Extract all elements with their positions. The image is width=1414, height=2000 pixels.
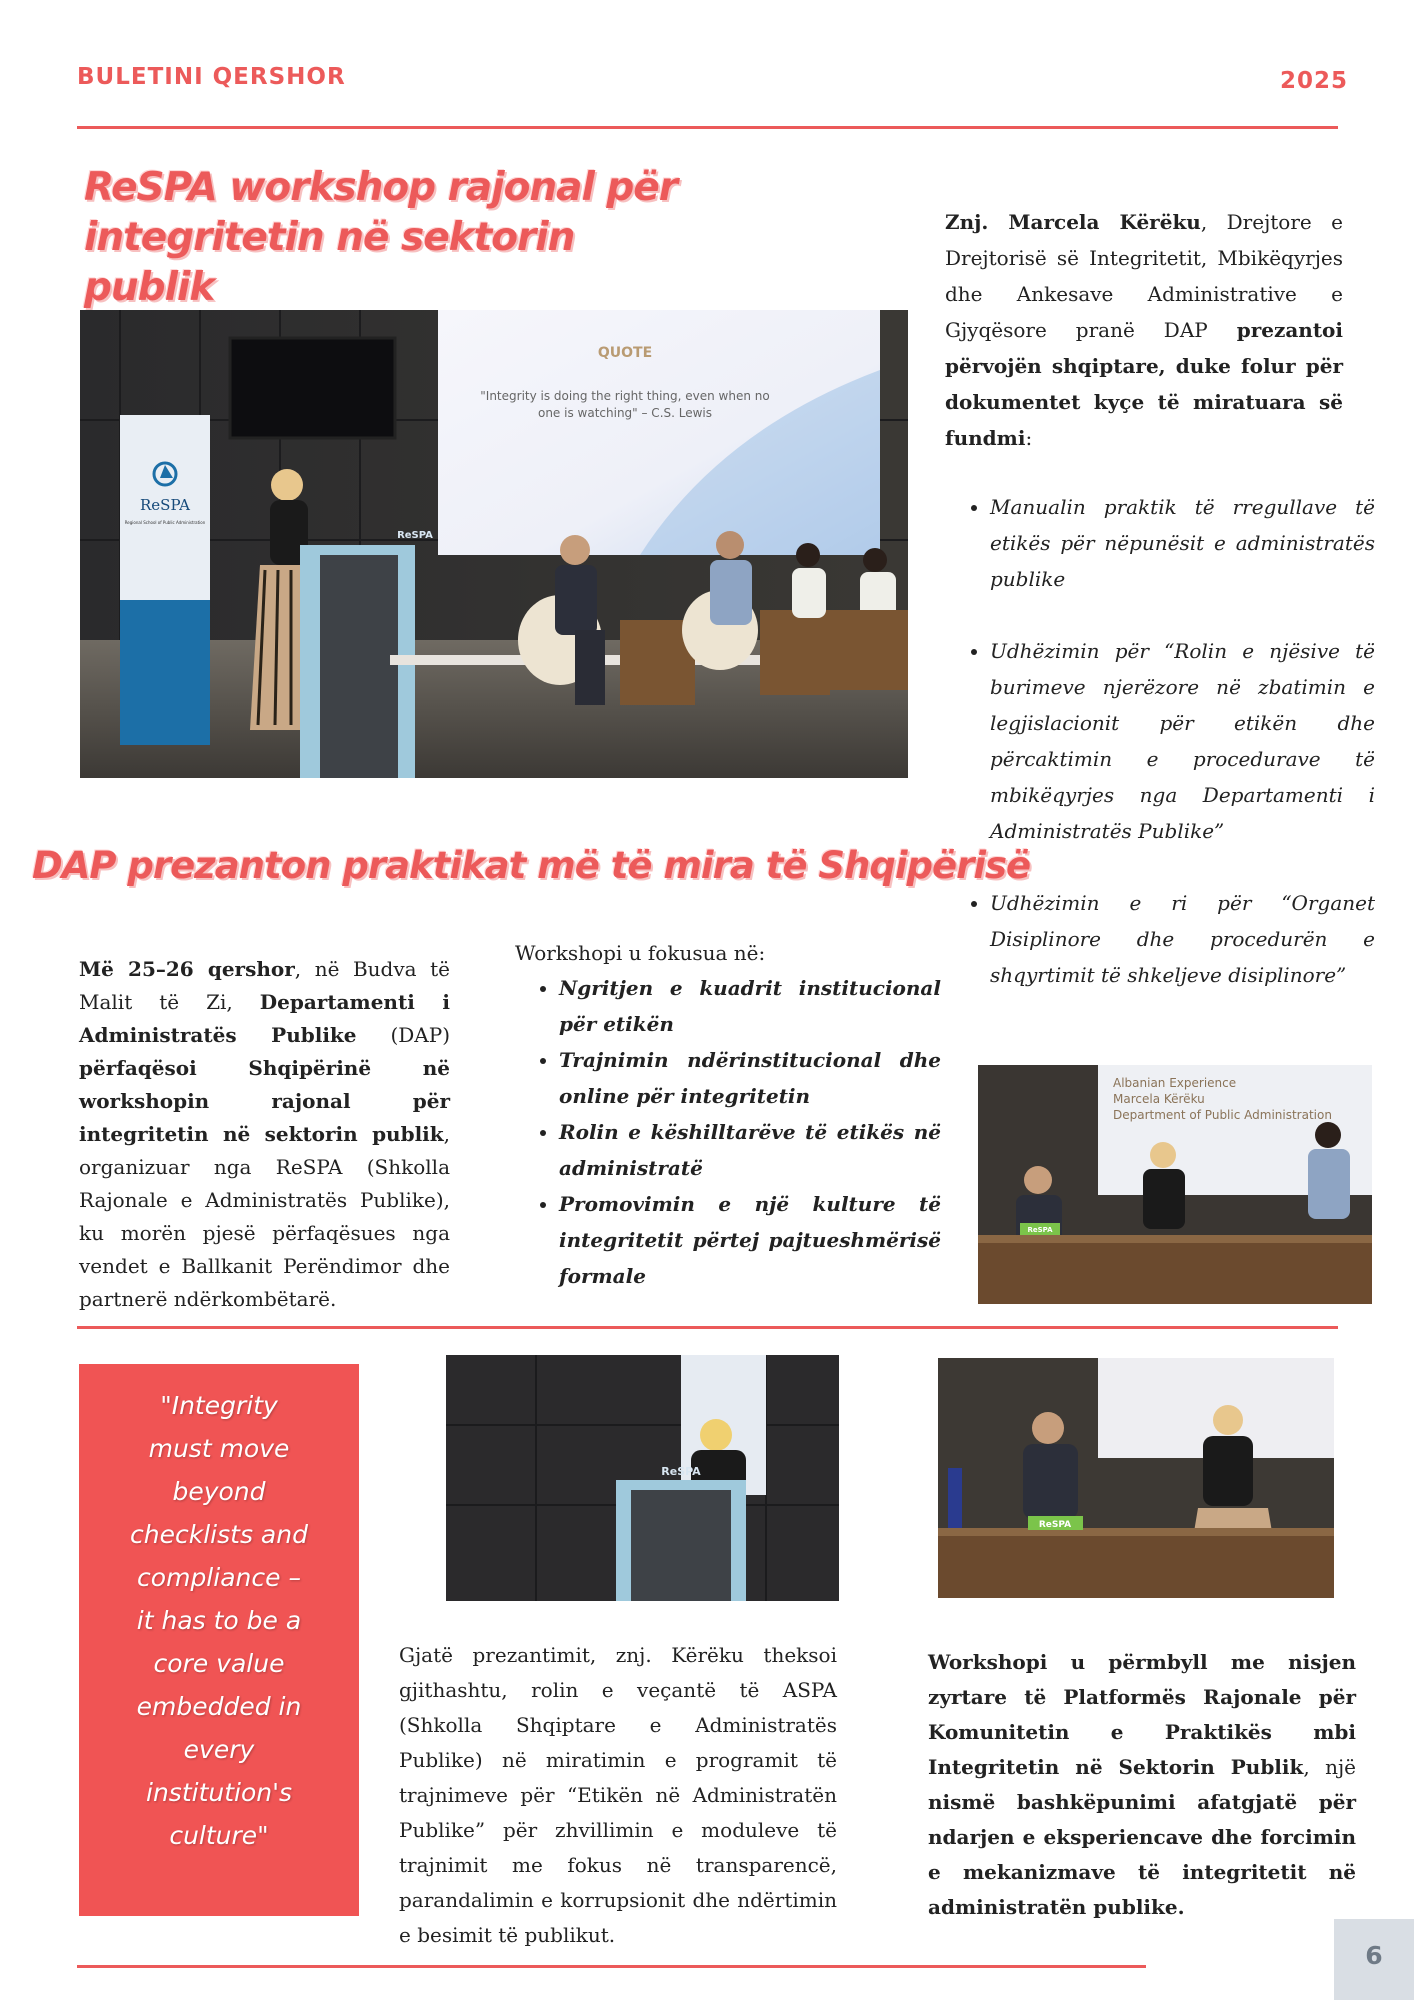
- table-logo: ReSPA: [1027, 1226, 1053, 1234]
- header-title: BULETINI QERSHOR: [77, 64, 346, 90]
- page-number-box: [1334, 1919, 1414, 2000]
- panel-photo: [938, 1358, 1334, 1598]
- panel-photo-illustration: [978, 1065, 1372, 1304]
- banner-subtitle: Regional School of Public Administration: [124, 520, 206, 525]
- page-number: 6: [1365, 1941, 1383, 1970]
- slide-heading: QUOTE: [597, 345, 653, 361]
- main-photo: [80, 310, 908, 778]
- footer-rule: [77, 1965, 1146, 1968]
- text-part: , në Budva të Malit të Zi,: [79, 957, 450, 1014]
- text-part: , një: [1303, 1755, 1356, 1779]
- panel-photo-illustration: [938, 1358, 1334, 1598]
- closing-bold-2: nismë bashkëpunimi afatgjatë për ndarjen e eksperiencave dhe forcimin e mekanizmave të integritetit në administratën publike.: [928, 1790, 1356, 1919]
- list-item: • Udhëzimin për “Rolin e njësive të burimeve njerëzore në zbatimin e legjislacionit për etikën dhe përcaktimin e procedurave të mbikëqyrjes nga Departamenti i Administratës Publike”: [990, 633, 1375, 849]
- headline-line2: integritetin në sektorin publik: [84, 215, 575, 310]
- list-item: • Ngritjen e kuadrit institucional për etikën: [559, 970, 941, 1042]
- list-item: • Rolin e këshilltarëve të etikës në administratë: [559, 1114, 941, 1186]
- focus-list: [527, 970, 941, 1294]
- panel-photo-small: [978, 1065, 1372, 1304]
- list-item: • Udhëzimin e ri për “Organet Disiplinore dhe procedurën e shqyrtimit të shkeljeve disiplinore”: [990, 885, 1375, 993]
- intro-name: Znj. Marcela Kërëku: [945, 210, 1201, 234]
- date-bold: Më 25–26 qershor: [79, 957, 295, 981]
- podium-photo: [446, 1355, 839, 1601]
- documents-list: [958, 489, 1375, 993]
- slide-line3: Department of Public Administration: [1113, 1108, 1332, 1122]
- podium-logo: ReSPA: [397, 530, 433, 541]
- header-year: 2025: [1280, 68, 1349, 94]
- slide-quote-line2: one is watching" – C.S. Lewis: [537, 406, 713, 420]
- closing-bold-1: Workshopi u përmbyll me nisjen zyrtare të Platformës Rajonale për Komunitetin e Praktikës mbi Integritetin në Sektorin Publik: [928, 1650, 1356, 1779]
- intro-bold: prezantoi përvojën shqiptare, duke folur për dokumentet kyçe të miratuara së fundmi: [945, 318, 1343, 450]
- presentation-paragraph: Gjatë prezantimit, znj. Kërëku theksoi gjithashtu, rolin e veçantë të ASPA (Shkolla Shqiptare e Administratës Publike) në miratimin e programit të trajnimeve për “Etikën në Administratën Publike” për zhvillimin e moduleve të trajnimit me fokus në transparencë, parandalimin e korrupsionit dhe ndërtimin e besimit të publikut.: [399, 1643, 837, 1947]
- headline-line1: ReSPA workshop rajonal për: [84, 165, 677, 210]
- pull-quote: "Integrity must move beyond checklists and compliance – it has to be a core value embedded in every institution's culture": [130, 1391, 308, 1850]
- headline-dap: DAP prezanton praktikat më të mira të Shqipërisë: [32, 844, 1031, 887]
- quote-box: [79, 1364, 359, 1916]
- list-item: • Manualin praktik të rregullave të etikës për nëpunësit e administratës publike: [990, 489, 1375, 597]
- podium-photo-illustration: [446, 1355, 839, 1601]
- slide-line2: Marcela Kërëku: [1113, 1092, 1205, 1106]
- header-rule: [77, 126, 1338, 129]
- list-item: • Promovimin e një kulture të integritetit përtej pajtueshmërisë formale: [559, 1186, 941, 1294]
- headline-workshop: [84, 163, 684, 313]
- workshop-paragraph: [79, 953, 450, 1316]
- represented-bold: përfaqësoi Shqipërinë në workshopin rajonal për integritetin në sektorin publik: [79, 1056, 450, 1146]
- focus-intro: Workshopi u fokusua në:: [515, 941, 766, 965]
- table-logo: ReSPA: [1038, 1520, 1072, 1530]
- list-item: • Trajnimin ndërinstitucional dhe online për integritetin: [559, 1042, 941, 1114]
- slide-quote-line1: "Integrity is doing the right thing, even when no: [480, 389, 770, 403]
- banner-name: ReSPA: [140, 496, 190, 514]
- intro-rest: , Drejtore e Drejtorisë së Integritetit, Mbikëqyrjes dhe Ankesave Administrative e Gjyqësore pranë DAP: [945, 210, 1344, 342]
- slide-line1: Albanian Experience: [1113, 1076, 1237, 1090]
- intro-end: :: [1025, 426, 1033, 450]
- podium-logo: ReSPA: [661, 1465, 701, 1478]
- text-part: (DAP): [356, 1023, 450, 1047]
- section-rule: [77, 1326, 1338, 1329]
- closing-paragraph: [928, 1645, 1356, 1925]
- intro-paragraph: [945, 204, 1343, 456]
- conference-photo-illustration: [80, 310, 908, 778]
- dap-bold: Departamenti i Administratës Publike: [79, 990, 450, 1047]
- text-part: , organizuar nga ReSPA (Shkolla Rajonale e Administratës Publike), ku morën pjesë përfaqësues nga vendet e Ballkanit Perëndimor dhe partnerë ndërkombëtarë.: [79, 1122, 450, 1311]
